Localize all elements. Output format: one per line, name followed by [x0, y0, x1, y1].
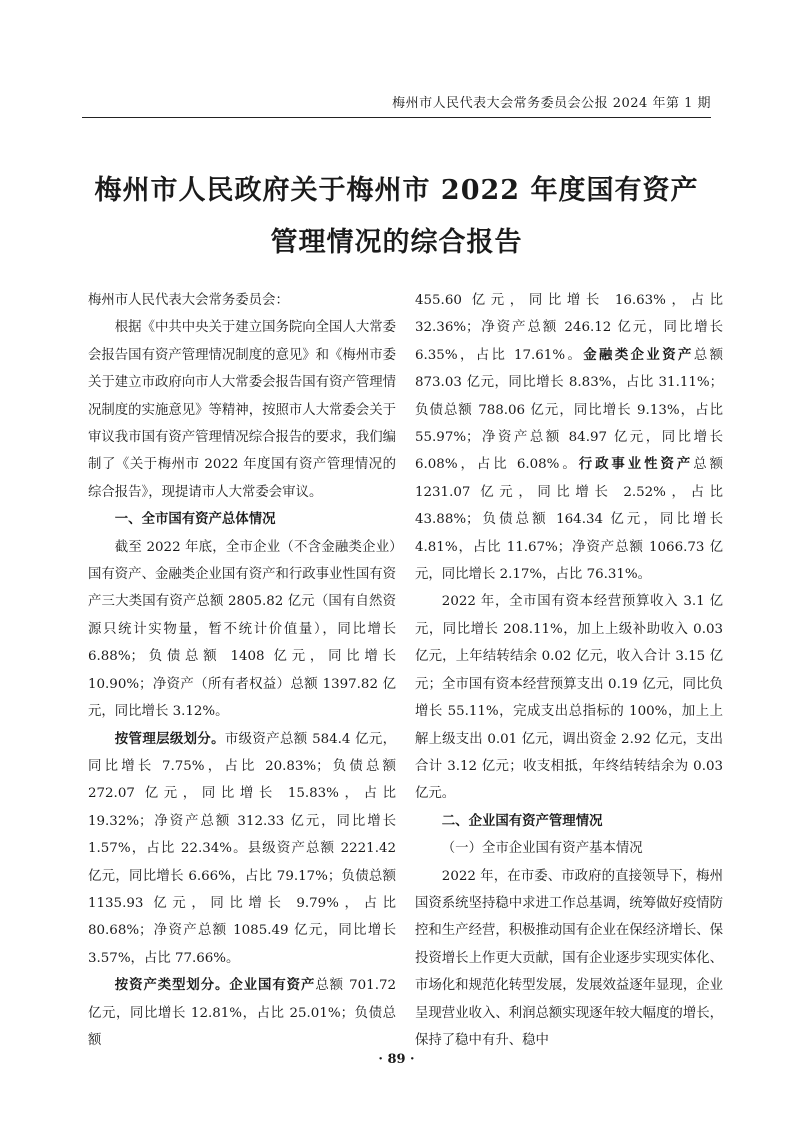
intro-paragraph: 根据《中共中央关于建立国务院向全国人大常委会报告国有资产管理情况制度的意见》和《梅州市委关于建立市政府向市人大常委会报告国有资产管理情况制度的实施意见》等精神，按照市人大常委会关于审议我市国有资产管理情况综合报告的要求，我们编制了《关于梅州市 2022 年度国有资产管理情况的综合报告》，现提请市人大常委会审议。: [88, 320, 396, 500]
section-2-paragraph-1: 2022 年，在市委、市政府的直接领导下，梅州国资系统坚持稳中求进工作总基调，统筹做好疫情防控和生产经营，积极推动国有企业在保经济增长、保投资增长上作更大贡献，国有企业逐步实现实体化、市场化和规范化转型发展，发展效益逐年显现，企业呈现营业收入、利润总额实现逐年较大幅度的增长，保持了稳中有升、稳中: [415, 868, 723, 1048]
management-level-text: 市级资产总额 584.4 亿元，同比增长 7.75%，占比 20.83%；负债总额 272.07 亿元，同比增长 15.83%，占比 19.32%；净资产总额 312.33 亿元，同比增长 1.57%，占比 22.34%。县级资产总额 2221.42 亿元，同比增长 6.66%，占比 79.17%；负债总额 1135.93 亿元，同比增长 9.79%，占比 80.68%；净资产总额 1085.49 亿元，同比增长 3.57%，占比 77.66%。: [88, 731, 396, 966]
section-1-paragraph-3a: [88, 972, 396, 1054]
enterprise-assets-text-cont: 455.60 亿元，同比增长 16.63%，占比 32.36%；净资产总额 246.12 亿元，同比增长 6.35%，占比 17.61%。: [415, 293, 723, 363]
section-1-paragraph-1: 截至 2022 年底，全市企业（不含金融类企业）国有资产、金融类企业国有资产和行政事业性国有资产三大类国有资产总额 2805.82 亿元（国有自然资源只统计实物量，暂不统计价值量），同比增长 6.88%；负债总额 1408 亿元，同比增长 10.90%；净资产（所有者权益）总额 1397.82 亿元，同比增长 3.12%。: [88, 539, 396, 720]
section-1-paragraph-4: 2022 年，全市国有资本经营预算收入 3.1 亿元，同比增长 208.11%，加上上级补助收入 0.03 亿元，上年结转结余 0.02 亿元，收入合计 3.15 亿元；全市国有资本经营预算支出 0.19 亿元，同比负增长 55.11%，完成支出总指标的 100%，加上上解上级支出 0.01 亿元，调出资金 2.92 亿元，支出合计 3.12 亿元；收支相抵，年终结转结余为 0.03 亿元。: [415, 594, 723, 802]
section-2-subheading-1: （一）全市企业国有资产基本情况: [441, 841, 643, 857]
admin-assets-text: 总额 1231.07 亿元，同比增长 2.52%，占比 43.88%；负债总额 164.34 亿元，同比增长 4.81%，占比 11.67%；净资产总额 1066.73 亿元，同比增长 2.17%，占比 76.31%。: [415, 457, 724, 583]
section-2-heading: 二、企业国有资产管理情况: [441, 812, 603, 829]
document-title: [82, 165, 711, 269]
left-column: [88, 287, 396, 1054]
salutation: 梅州市人民代表大会常务委员会：: [88, 293, 289, 308]
title-line-1: 梅州市人民政府关于梅州市 2022 年度国有资产: [94, 175, 699, 206]
right-column: [415, 287, 723, 1054]
title-line-2: 管理情况的综合报告: [270, 227, 523, 258]
financial-assets-label: 金融类企业资产: [583, 346, 694, 363]
section-1-paragraph-2: [88, 726, 396, 973]
page-number: · 89 ·: [378, 1052, 415, 1067]
enterprise-assets-text: 总额 701.72 亿元，同比增长 12.81%，占比 25.01%；负债总额: [88, 978, 396, 1048]
section-1-heading: 一、全市国有资产总体情况: [114, 511, 276, 528]
management-level-label: 按管理层级划分。: [114, 730, 225, 747]
financial-assets-text: 总额 873.03 亿元，同比增长 8.83%，占比 31.11%；负债总额 788.06 亿元，同比增长 9.13%，占比 55.97%；净资产总额 84.97 亿元，同比增长 6.08%，占比 6.08%。: [415, 347, 724, 473]
section-1-paragraph-3b: [415, 287, 723, 588]
journal-title: 梅州市人民代表大会常务委员会公报 2024 年第 1 期: [392, 96, 711, 111]
enterprise-assets-label: 企业国有资产: [229, 977, 316, 994]
journal-header: [82, 92, 711, 118]
admin-assets-label: 行政事业性资产: [578, 456, 694, 473]
asset-type-label: 按资产类型划分。: [114, 977, 230, 994]
